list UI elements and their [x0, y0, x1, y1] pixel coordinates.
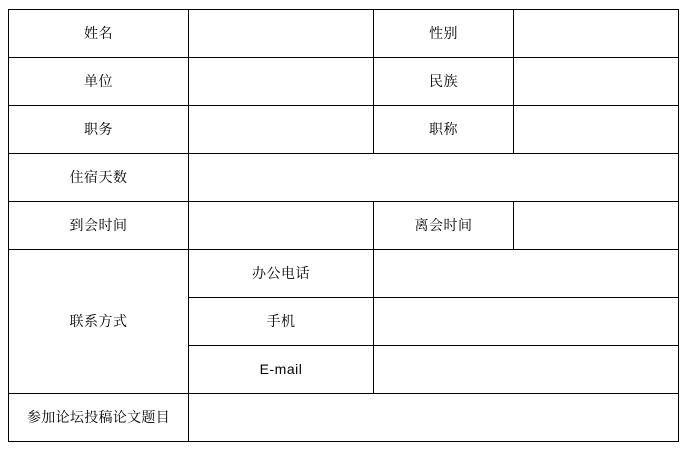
label-email: [189, 346, 374, 394]
label-gender: [374, 10, 514, 58]
table-row: [9, 394, 679, 442]
input-job-title[interactable]: [514, 106, 679, 154]
label-position-text: 职务: [84, 121, 113, 138]
form-sheet: [0, 9, 686, 454]
label-job-title: [374, 106, 514, 154]
label-arrival-time: [9, 202, 189, 250]
input-name[interactable]: [189, 10, 374, 58]
label-departure-time: [374, 202, 514, 250]
input-ethnicity[interactable]: [514, 58, 679, 106]
label-ethnicity-text: 民族: [429, 73, 458, 90]
table-row: [9, 154, 679, 202]
input-position[interactable]: [189, 106, 374, 154]
input-unit[interactable]: [189, 58, 374, 106]
input-mobile[interactable]: [374, 298, 679, 346]
table-row: [9, 250, 679, 298]
label-contact-method-text: 联系方式: [69, 313, 128, 330]
label-paper-title-text: 参加论坛投稿论文题目: [27, 409, 170, 426]
input-paper-title[interactable]: [189, 394, 679, 442]
label-ethnicity: [374, 58, 514, 106]
label-mobile-text: 手机: [266, 313, 296, 330]
label-email-text: E-mail: [259, 361, 303, 378]
label-name-text: 姓名: [84, 25, 113, 42]
input-lodging-days[interactable]: [189, 154, 679, 202]
label-arrival-time-text: 到会时间: [69, 217, 128, 234]
label-contact-method: [9, 250, 189, 394]
label-name: [9, 10, 189, 58]
input-arrival-time[interactable]: [189, 202, 374, 250]
label-unit: [9, 58, 189, 106]
label-office-phone: [189, 250, 374, 298]
label-lodging-days: [9, 154, 189, 202]
input-email[interactable]: [374, 346, 679, 394]
label-departure-time-text: 离会时间: [414, 217, 473, 234]
table-row: [9, 202, 679, 250]
label-gender-text: 性别: [429, 25, 458, 42]
input-office-phone[interactable]: [374, 250, 679, 298]
registration-form-table: [8, 9, 679, 442]
table-row: [9, 106, 679, 154]
label-position: [9, 106, 189, 154]
label-paper-title: [9, 394, 189, 442]
label-unit-text: 单位: [84, 73, 113, 90]
input-departure-time[interactable]: [514, 202, 679, 250]
label-mobile: [189, 298, 374, 346]
input-gender[interactable]: [514, 10, 679, 58]
table-row: [9, 10, 679, 58]
label-job-title-text: 职称: [429, 121, 458, 138]
label-lodging-days-text: 住宿天数: [69, 169, 128, 186]
table-row: [9, 58, 679, 106]
label-office-phone-text: 办公电话: [252, 265, 310, 282]
